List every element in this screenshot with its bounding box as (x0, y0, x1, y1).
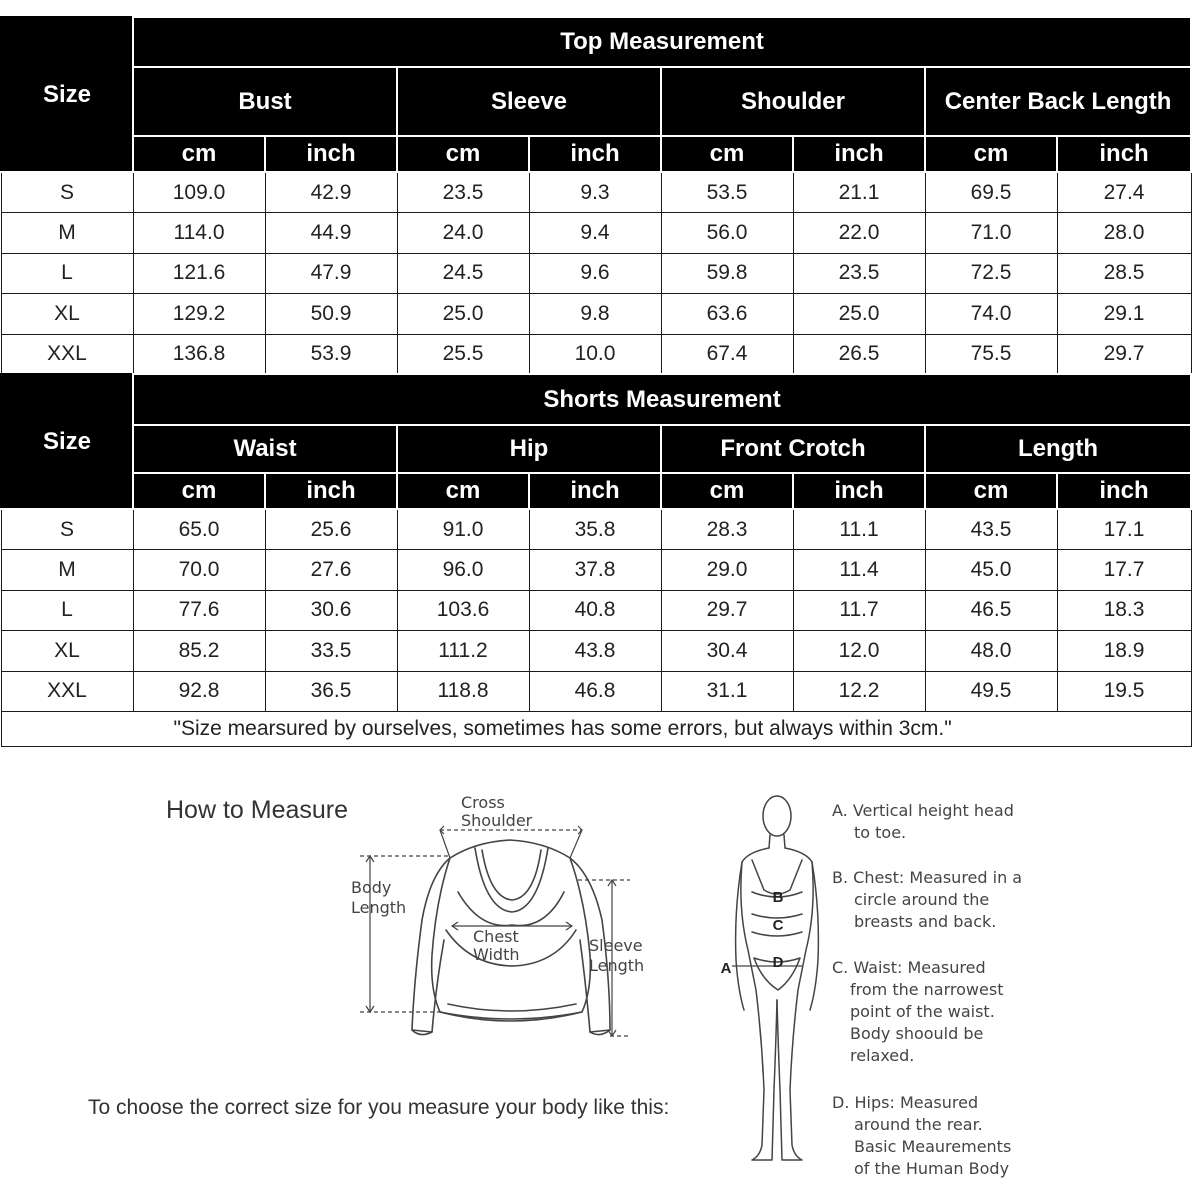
size-cell: L (1, 590, 133, 631)
table-row (1, 253, 1191, 294)
how-to-measure-title: How to Measure (166, 796, 349, 824)
value-cell: 33.5 (265, 631, 397, 672)
unit-header: cm (925, 473, 1057, 509)
table-row (1, 631, 1191, 672)
value-cell: 28.5 (1057, 253, 1191, 294)
label-line: Chest (473, 927, 519, 946)
value-cell: 53.5 (661, 172, 793, 213)
value-cell: 25.0 (793, 294, 925, 335)
note-line: C. Waist: Measured (832, 958, 986, 977)
group-header: Bust (133, 67, 397, 136)
mark-b: B (772, 889, 784, 906)
size-cell: L (1, 253, 133, 294)
value-cell: 69.5 (925, 172, 1057, 213)
note-line: D. Hips: Measured (832, 1093, 979, 1112)
value-cell: 30.6 (265, 590, 397, 631)
value-cell: 35.8 (529, 509, 661, 550)
sleeve-length-label (589, 936, 644, 976)
value-cell: 9.6 (529, 253, 661, 294)
label-line: Body (351, 878, 392, 897)
value-cell: 129.2 (133, 294, 265, 335)
value-cell: 56.0 (661, 213, 793, 254)
value-cell: 70.0 (133, 550, 265, 591)
value-cell: 50.9 (265, 294, 397, 335)
table-row (1, 294, 1191, 335)
measurement-note: "Size mearsured by ourselves, sometimes has some errors, but always within 3cm." (1, 712, 1191, 747)
label-line: Cross (461, 793, 505, 812)
value-cell: 9.4 (529, 213, 661, 254)
value-cell: 36.5 (265, 671, 397, 712)
value-cell: 111.2 (397, 631, 529, 672)
value-cell: 31.1 (661, 671, 793, 712)
value-cell: 48.0 (925, 631, 1057, 672)
unit-header: cm (133, 136, 265, 172)
value-cell: 65.0 (133, 509, 265, 550)
value-cell: 29.0 (661, 550, 793, 591)
group-header: Length (925, 425, 1191, 473)
value-cell: 17.7 (1057, 550, 1191, 591)
value-cell: 136.8 (133, 334, 265, 375)
unit-header: inch (529, 473, 661, 509)
top-measurement-table (0, 16, 1192, 375)
size-cell: M (1, 213, 133, 254)
value-cell: 118.8 (397, 671, 529, 712)
value-cell: 121.6 (133, 253, 265, 294)
size-header: Size (1, 374, 133, 509)
note-line: A. Vertical height head (832, 801, 1014, 820)
value-cell: 92.8 (133, 671, 265, 712)
table-title: Top Measurement (133, 17, 1191, 67)
value-cell: 23.5 (793, 253, 925, 294)
unit-header: inch (529, 136, 661, 172)
value-cell: 12.0 (793, 631, 925, 672)
size-cell: S (1, 172, 133, 213)
label-line: Length (589, 956, 645, 975)
shorts-measurement-table (0, 373, 1192, 747)
value-cell: 18.3 (1057, 590, 1191, 631)
group-header: Shoulder (661, 67, 925, 136)
table-row (1, 550, 1191, 591)
label-line: Width (473, 945, 520, 964)
value-cell: 103.6 (397, 590, 529, 631)
note-line: to toe. (854, 823, 907, 842)
size-cell: XL (1, 631, 133, 672)
instruction-text: To choose the correct size for you measure your body like this: (88, 1096, 670, 1119)
unit-header: inch (1057, 473, 1191, 509)
unit-header: cm (133, 473, 265, 509)
mark-a: A (720, 960, 732, 977)
unit-header: inch (793, 136, 925, 172)
group-header: Front Crotch (661, 425, 925, 473)
value-cell: 44.9 (265, 213, 397, 254)
value-cell: 29.7 (661, 590, 793, 631)
note-line: relaxed. (850, 1046, 915, 1065)
value-cell: 49.5 (925, 671, 1057, 712)
value-cell: 27.6 (265, 550, 397, 591)
unit-header: inch (793, 473, 925, 509)
value-cell: 28.3 (661, 509, 793, 550)
size-cell: M (1, 550, 133, 591)
note-a (832, 800, 1014, 844)
unit-header: inch (265, 473, 397, 509)
note-d (832, 1092, 1011, 1180)
value-cell: 46.8 (529, 671, 661, 712)
value-cell: 40.8 (529, 590, 661, 631)
group-header: Waist (133, 425, 397, 473)
table-row (1, 334, 1191, 375)
mark-d: D (772, 954, 784, 971)
value-cell: 24.0 (397, 213, 529, 254)
size-cell: XXL (1, 334, 133, 375)
chest-width-label (473, 928, 519, 964)
value-cell: 18.9 (1057, 631, 1191, 672)
value-cell: 37.8 (529, 550, 661, 591)
value-cell: 74.0 (925, 294, 1057, 335)
unit-header: cm (661, 136, 793, 172)
table-row (1, 213, 1191, 254)
value-cell: 25.6 (265, 509, 397, 550)
value-cell: 59.8 (661, 253, 793, 294)
label-line: Shoulder (461, 811, 533, 830)
value-cell: 19.5 (1057, 671, 1191, 712)
value-cell: 11.4 (793, 550, 925, 591)
table-row (1, 172, 1191, 213)
unit-header: cm (397, 473, 529, 509)
size-header: Size (1, 17, 133, 172)
value-cell: 22.0 (793, 213, 925, 254)
value-cell: 17.1 (1057, 509, 1191, 550)
value-cell: 24.5 (397, 253, 529, 294)
note-line: B. Chest: Measured in a (832, 868, 1023, 887)
note-c (832, 957, 1003, 1067)
value-cell: 29.1 (1057, 294, 1191, 335)
note-line: around the rear. (854, 1115, 983, 1134)
unit-header: cm (661, 473, 793, 509)
unit-header: inch (265, 136, 397, 172)
value-cell: 25.0 (397, 294, 529, 335)
unit-header: cm (925, 136, 1057, 172)
value-cell: 75.5 (925, 334, 1057, 375)
value-cell: 23.5 (397, 172, 529, 213)
note-line: of the Human Body (854, 1159, 1010, 1178)
size-cell: XXL (1, 671, 133, 712)
value-cell: 114.0 (133, 213, 265, 254)
table-row (1, 671, 1191, 712)
note-line: from the narrowest (850, 980, 1004, 999)
value-cell: 91.0 (397, 509, 529, 550)
value-cell: 47.9 (265, 253, 397, 294)
value-cell: 28.0 (1057, 213, 1191, 254)
value-cell: 25.5 (397, 334, 529, 375)
value-cell: 9.8 (529, 294, 661, 335)
value-cell: 10.0 (529, 334, 661, 375)
value-cell: 29.7 (1057, 334, 1191, 375)
group-header: Hip (397, 425, 661, 473)
note-line: Body shoould be (850, 1024, 984, 1043)
size-cell: S (1, 509, 133, 550)
note-line: Basic Meaurements (854, 1137, 1012, 1156)
value-cell: 42.9 (265, 172, 397, 213)
value-cell: 43.5 (925, 509, 1057, 550)
value-cell: 67.4 (661, 334, 793, 375)
value-cell: 26.5 (793, 334, 925, 375)
value-cell: 71.0 (925, 213, 1057, 254)
value-cell: 43.8 (529, 631, 661, 672)
cross-shoulder-label (461, 794, 532, 830)
value-cell: 63.6 (661, 294, 793, 335)
value-cell: 72.5 (925, 253, 1057, 294)
value-cell: 45.0 (925, 550, 1057, 591)
body-figure (712, 790, 822, 1170)
value-cell: 53.9 (265, 334, 397, 375)
label-line: Sleeve (589, 936, 643, 955)
size-cell: XL (1, 294, 133, 335)
value-cell: 9.3 (529, 172, 661, 213)
label-line: Length (351, 898, 407, 917)
mark-c: C (772, 917, 784, 934)
table-title: Shorts Measurement (133, 374, 1191, 425)
value-cell: 77.6 (133, 590, 265, 631)
body-length-label (351, 878, 406, 918)
group-header: Sleeve (397, 67, 661, 136)
note-line: breasts and back. (854, 912, 997, 931)
value-cell: 11.1 (793, 509, 925, 550)
value-cell: 46.5 (925, 590, 1057, 631)
value-cell: 85.2 (133, 631, 265, 672)
value-cell: 11.7 (793, 590, 925, 631)
value-cell: 21.1 (793, 172, 925, 213)
note-b (832, 867, 1022, 933)
value-cell: 12.2 (793, 671, 925, 712)
unit-header: cm (397, 136, 529, 172)
value-cell: 96.0 (397, 550, 529, 591)
table-row (1, 509, 1191, 550)
group-header: Center Back Length (925, 67, 1191, 136)
value-cell: 27.4 (1057, 172, 1191, 213)
value-cell: 109.0 (133, 172, 265, 213)
note-line: circle around the (854, 890, 990, 909)
value-cell: 30.4 (661, 631, 793, 672)
note-line: point of the waist. (850, 1002, 995, 1021)
unit-header: inch (1057, 136, 1191, 172)
table-row (1, 590, 1191, 631)
